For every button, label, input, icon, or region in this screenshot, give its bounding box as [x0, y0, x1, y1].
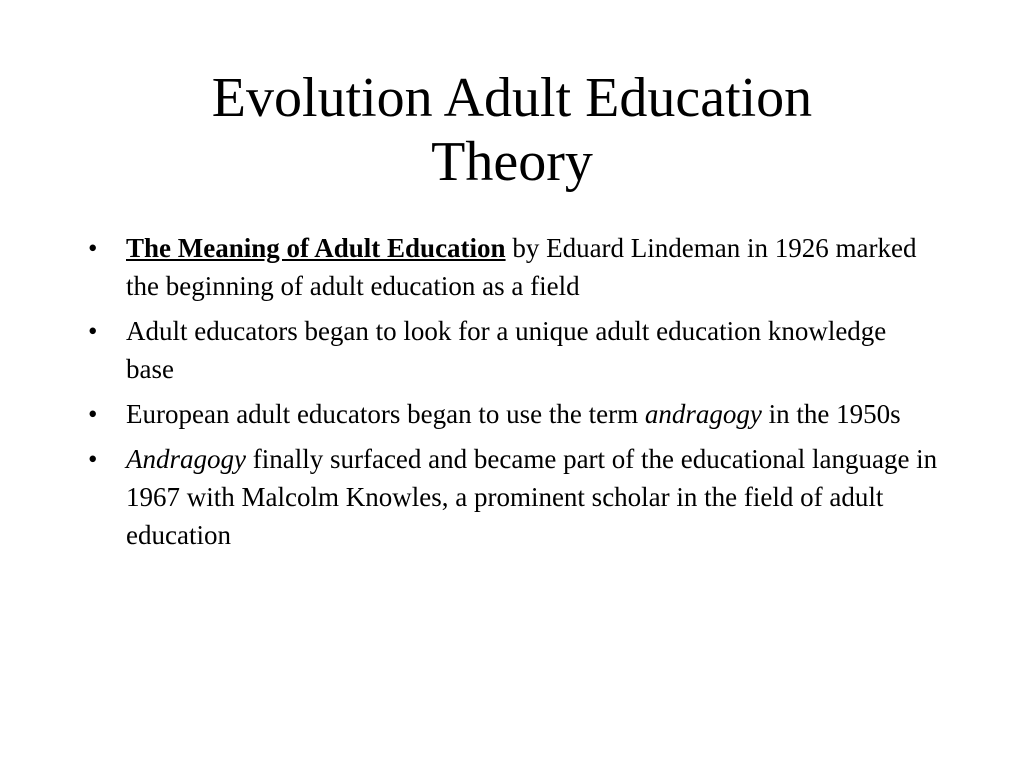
bullet-item-lindeman: [88, 229, 938, 305]
book-title: The Meaning of Adult Education: [126, 233, 506, 263]
bullet-text: finally surfaced and became part of the educational language in 1967 with Malcolm Knowles, a prominent scholar in the field of adult education: [126, 444, 938, 550]
bullet-item-knowledge-base: [88, 312, 938, 388]
bullet-icon: •: [88, 233, 98, 263]
bullet-text: by Eduard Lindeman in 1926 marked the beginning of adult education as a field: [126, 233, 917, 301]
bullet-text: in the 1950s: [761, 399, 901, 429]
slide-title-line-2: Theory: [431, 131, 593, 193]
bullet-item-european: [88, 395, 938, 433]
term-andragogy: Andragogy: [126, 444, 246, 474]
slide-title: [100, 66, 924, 194]
bullet-icon: •: [88, 316, 98, 346]
bullet-item-knowles: [88, 440, 938, 554]
bullet-icon: •: [88, 444, 98, 474]
bullet-icon: •: [88, 399, 98, 429]
slide-title-line-1: Evolution Adult Education: [211, 67, 813, 129]
bullet-list: [88, 229, 938, 561]
bullet-text: European adult educators began to use the term: [126, 399, 645, 429]
term-andragogy: andragogy: [644, 399, 762, 429]
bullet-text: Adult educators began to look for a unique adult education knowledge base: [126, 316, 887, 384]
